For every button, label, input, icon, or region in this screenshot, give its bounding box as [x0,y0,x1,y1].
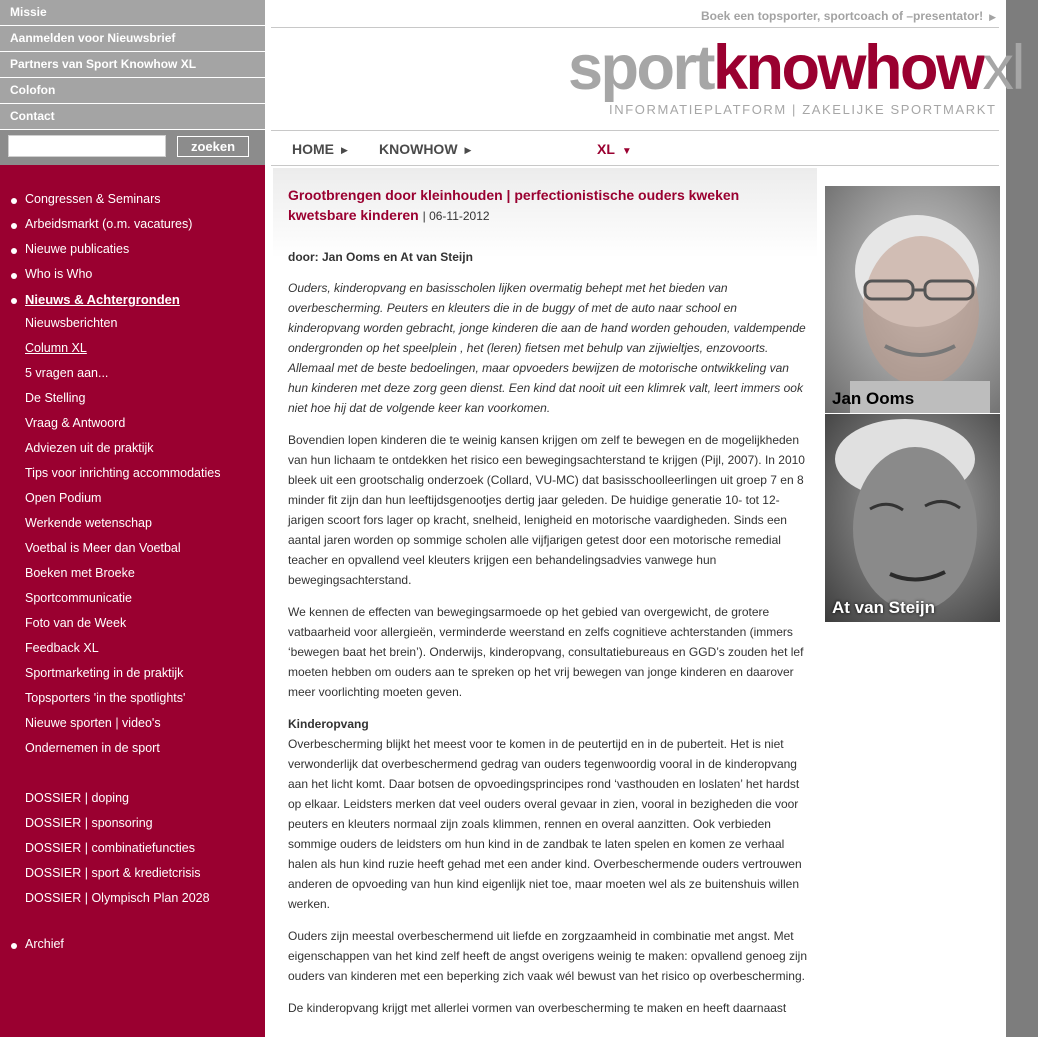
sidebar-subitem-sportcommunicatie[interactable]: Sportcommunicatie [25,591,132,605]
promo-link[interactable]: Boek een topsporter, sportcoach of –presentator! ▶ [701,9,996,23]
left-sidebar [0,0,265,1037]
sidebar-subitem-sportmarketing[interactable]: Sportmarketing in de praktijk [25,666,184,680]
photo-caption: At van Steijn [832,598,935,617]
sidebar-subitem-nieuwsberichten[interactable]: Nieuwsberichten [25,316,118,330]
triangle-right-icon: ▶ [464,145,472,155]
sidebar-item-congressen[interactable]: Congressen & Seminars [25,192,161,206]
top-nav-colofon[interactable]: Colofon [0,78,265,104]
sidebar-item-archief[interactable]: Archief [25,937,64,951]
sidebar-subitem-boeken[interactable]: Boeken met Broeke [25,566,135,580]
site-tagline: INFORMATIEPLATFORM | ZAKELIJKE SPORTMARKT [609,102,997,117]
top-nav-contact[interactable]: Contact [0,104,265,130]
sidebar-subitem-vraag-antwoord[interactable]: Vraag & Antwoord [25,416,126,430]
triangle-down-icon: ▼ [621,146,632,157]
header-divider [271,27,999,28]
main-nav-top-border [271,130,999,131]
sidebar-subitem-stelling[interactable]: De Stelling [25,391,86,405]
sidebar-item-arbeidsmarkt[interactable]: Arbeidsmarkt (o.m. vacatures) [25,217,193,231]
nav-home[interactable]: HOME ▶ [292,141,348,157]
top-nav-missie[interactable]: Missie [0,0,265,26]
article [288,185,808,1030]
sidebar-subitem-dossier-sponsoring[interactable]: DOSSIER | sponsoring [25,816,153,830]
site-logo[interactable]: sportknowhowxl [568,33,1023,103]
photo-caption: Jan Ooms [832,389,915,408]
author-photo-at-van-steijn [825,414,1000,622]
sidebar-subitem-dossier-combinatiefuncties[interactable]: DOSSIER | combinatiefuncties [25,841,195,855]
sidebar-subitem-voetbal[interactable]: Voetbal is Meer dan Voetbal [25,541,181,555]
sidebar-subitem-feedback[interactable]: Feedback XL [25,641,99,655]
sidebar-item-nieuws[interactable]: Nieuws & Achtergronden [25,292,180,307]
sidebar-subitem-topsporters[interactable]: Topsporters 'in the spotlights' [25,691,186,705]
right-scroll-gutter [1006,0,1038,1037]
article-section [288,714,808,914]
article-lead: Ouders, kinderopvang en basisscholen lijken overmatig behept met het bieden van overbescherming. Peuters en kleuters die in de buggy of met de auto naar school en kinderopvang worden gebracht, jonge kinderen die aan de hand worden gehouden, valdempende ondergronden op het speelplein , het (leren) fietsen met behulp van zijwieltjes, enzovoorts. Allemaal met de beste bedoelingen, maar opvoeders bewijzen de motorische ontwikkeling van hun kinderen met deze zorg geen dienst. Een kind dat nooit uit een klimrek valt, leert immers ook niet hoe hij dat de volgende keer kan voorkomen. [288,281,806,415]
sidebar-subitem-foto[interactable]: Foto van de Week [25,616,127,630]
sidebar-subitem-nieuwe-sporten[interactable]: Nieuwe sporten | video's [25,716,161,730]
sidebar-subitem-dossier-olympisch[interactable]: DOSSIER | Olympisch Plan 2028 [25,891,210,905]
article-subheading: Kinderopvang [288,717,369,731]
arrow-right-icon: ▶ [989,12,996,22]
top-nav-nieuwsbrief[interactable]: Aanmelden voor Nieuwsbrief [0,26,265,52]
search-bar [0,130,265,165]
sidebar-subitem-open-podium[interactable]: Open Podium [25,491,102,505]
article-paragraph: De kinderopvang krijgt met allerlei vormen van overbescherming te maken en heeft daarnaast [288,1001,787,1015]
nav-knowhow[interactable]: KNOWHOW ▶ [379,141,472,157]
sidebar-subitem-ondernemen[interactable]: Ondernemen in de sport [25,741,160,755]
sidebar-subitem-5-vragen[interactable]: 5 vragen aan... [25,366,109,380]
top-nav-partners[interactable]: Partners van Sport Knowhow XL [0,52,265,78]
article-date: | 06-11-2012 [422,209,490,223]
top-nav [0,0,265,130]
sidebar-subitem-dossier-kredietcrisis[interactable]: DOSSIER | sport & kredietcrisis [25,866,201,880]
article-title: Grootbrengen door kleinhouden | perfectionistische ouders kweken kwetsbare kinderen | 06-11-2012 [288,187,740,223]
article-paragraph: Overbescherming blijkt het meest voor te komen in de peutertijd en in de puberteit. Het is niet verwonderlijk dat overbeschermend gedrag van ouders tegenwoordig vooral in de kinderopvang aan het licht komt. Daar botsen de opvoedingsprincipes rond ‘vasthouden en loslaten’ het hardst op elkaar. Leidsters merken dat veel ouders overal gevaar in zien, vooral in bezigheden die voor peuters en kleuters normaal zijn zoals klimmen, rennen en overal aanzitten. Ook verbieden sommige ouders de leidsters om hun kind in de zandbak te laten spelen en komen ze verhaal halen als hun kind ruzie heeft gehad met een ander kind. Overbeschermende ouders vertrouwen anderen de opvoeding van hun kind eigenlijk niet toe, maar moeten wel als ze buitenshuis willen werken. [288,737,802,911]
sidebar-item-who-is-who[interactable]: Who is Who [25,267,93,281]
triangle-right-icon: ▶ [341,145,348,155]
sidebar-subitem-wetenschap[interactable]: Werkende wetenschap [25,516,152,530]
article-author: door: Jan Ooms en At van Steijn [288,250,473,264]
search-button[interactable]: zoeken [177,136,249,157]
sidebar-subitem-column[interactable]: Column XL [25,341,87,355]
sidebar-subitem-dossier-doping[interactable]: DOSSIER | doping [25,791,129,805]
sidebar-item-publicaties[interactable]: Nieuwe publicaties [25,242,130,256]
article-paragraph: Bovendien lopen kinderen die te weinig kansen krijgen om zelf te bewegen en de mogelijkheden van hun lichaam te ontdekken het risico een bewegingsachterstand te krijgen (Pijl, 2007). In 2010 bleek uit een grootschalig onderzoek (Collard, VU-MC) dat basisschoolleerlingen uit groep 7 en 8 minder fit zijn dan hun leeftijdsgenootjes dertig jaar geleden. De huidige generatie 10- tot 12-jarigen scoort fors lager op kracht, snelheid, lenigheid en motorische vaardigheden. Sinds een aantal jaren worden op sommige scholen alle vijfjarigen getest door een motorische remedial teacher en opvallend veel kleuters krijgen een behandelingsadvies vanwege hun bewegingsachterstand. [288,433,805,587]
sidebar-subitem-adviezen[interactable]: Adviezen uit de praktijk [25,441,154,455]
sidebar-subitem-tips[interactable]: Tips voor inrichting accommodaties [25,466,221,480]
article-paragraph: We kennen de effecten van bewegingsarmoede op het gebied van overgewicht, de grotere vatbaarheid voor allergieën, verminderde weerstand en zelfs cognitieve achterstanden (immers ‘bewegen baat het brein’). Onderwijs, kinderopvang, consultatiebureaus en GGD’s zouden het lef moeten hebben om ouders aan te spreken op het vrij bewegen van jonge kinderen en daarover meer voorlichting moeten geven. [288,605,804,699]
article-paragraph: Ouders zijn meestal overbeschermend uit liefde en zorgzaamheid in combinatie met angst. Met eigenschappen van het kind zelf heeft de angst overigens weinig te maken: opvallend genoeg zijn ouders van kinderen met een beperking zich vaak wél bewust van het risico op overbescherming. [288,929,808,983]
main-nav-bottom-border [271,165,999,166]
nav-xl[interactable]: XL ▼ [597,141,632,157]
search-input[interactable] [8,135,166,157]
author-photo-jan-ooms [825,186,1000,413]
